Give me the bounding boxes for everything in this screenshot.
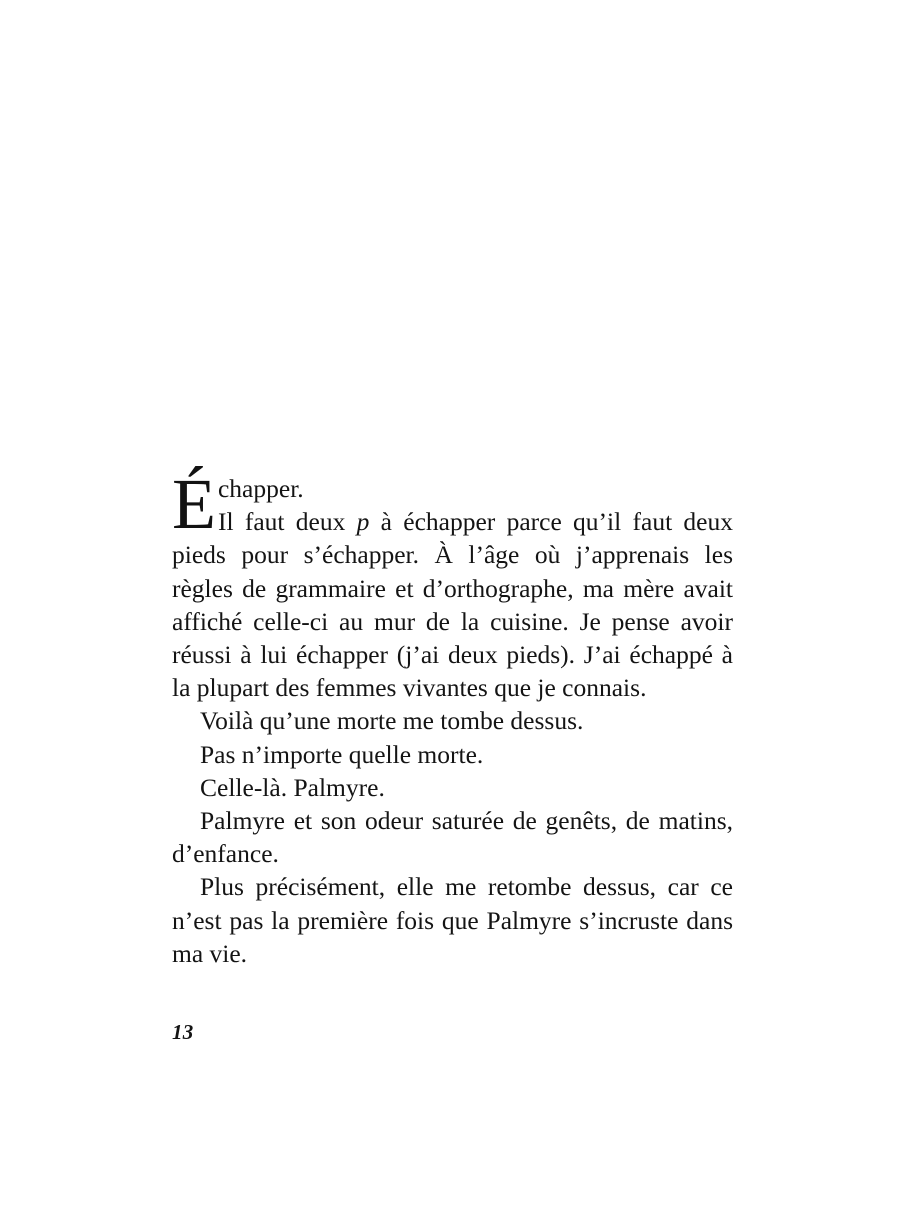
paragraph-1-text-before-emphasis: Il faut deux [217, 507, 357, 537]
paragraph-2: Voilà qu’une morte me tombe dessus. [200, 706, 584, 736]
paragraph-1-text-after-emphasis: à échapper parce qu’il faut deux pieds pour s’échapper. À l’âge où j’apprenais les règles de grammaire et d’orthographe, ma mère avait affiché celle-ci au mur de la cuisine. Je pense avoir réussi à lui échapper (j’ai deux pieds). J’ai échappé à la plupart des femmes vivantes que je connais. [172, 507, 734, 703]
paragraph-opening [172, 464, 734, 704]
paragraph-3: Pas n’importe quelle morte. [200, 739, 484, 769]
page-text-block [172, 464, 734, 970]
paragraph-4: Celle-là. Palmyre. [200, 772, 385, 802]
page-number: 13 [172, 1020, 194, 1044]
drop-cap-letter: É [172, 464, 216, 544]
opening-word-remainder: chapper. [217, 474, 304, 503]
emphasized-letter-p: p [356, 507, 370, 537]
paragraph-6: Plus précisément, elle me retombe dessus, car ce n’est pas la première fois que Palmyre s’incruste dans ma vie. [172, 872, 733, 968]
paragraph-5: Palmyre et son odeur saturée de genêts, de matins, d’enfance. [172, 806, 733, 869]
